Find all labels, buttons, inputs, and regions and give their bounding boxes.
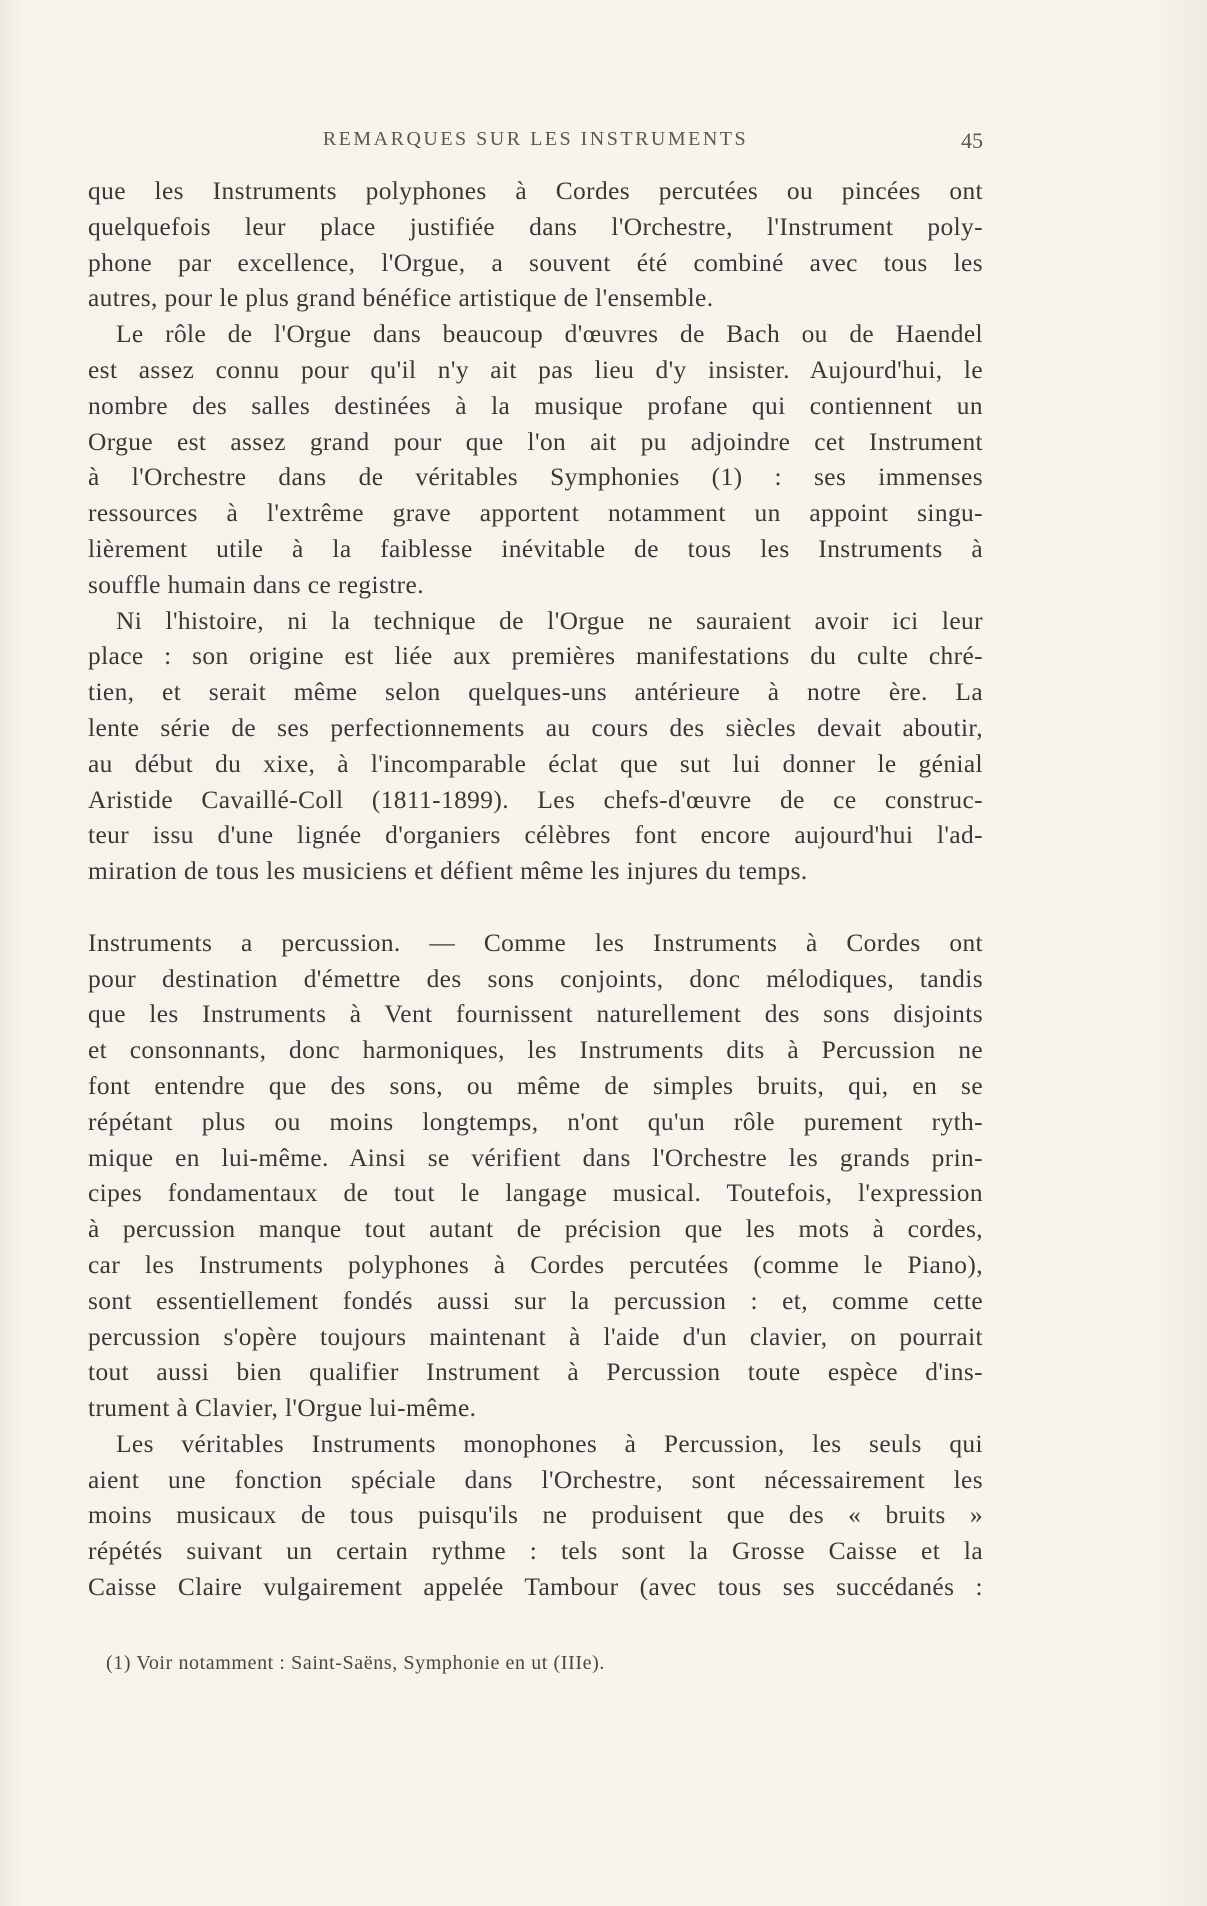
text-line: que les Instruments à Vent fournissent naturellement des sons disjoints	[88, 1000, 983, 1029]
text-line: nombre des salles destinées à la musique profane qui contiennent un	[88, 391, 983, 420]
text-line: au début du xixe, à l'incomparable éclat que sut lui donner le génial	[88, 749, 983, 778]
text-line: est assez connu pour qu'il n'y ait pas lieu d'y insister. Aujourd'hui, le	[88, 355, 983, 384]
text-line: et consonnants, donc harmoniques, les Instruments dits à Percussion ne	[88, 1036, 983, 1065]
text-line: à l'Orchestre dans de véritables Symphonies (1) : ses immenses	[88, 463, 983, 492]
text-line: Caisse Claire vulgairement appelée Tambour (avec tous ses succédanés :	[88, 1573, 983, 1602]
text-line: Ni l'histoire, ni la technique de l'Orgue ne sauraient avoir ici leur	[116, 606, 983, 635]
footnote: (1) Voir notamment : Saint-Saëns, Symphonie en ut (IIIe).	[106, 1652, 605, 1674]
text-line: répétant plus ou moins longtemps, n'ont qu'un rôle purement ryth-	[88, 1107, 983, 1136]
text-line: tout aussi bien qualifier Instrument à Percussion toute espèce d'ins-	[88, 1358, 983, 1387]
text-line: teur issu d'une lignée d'organiers célèbres font encore aujourd'hui l'ad-	[88, 821, 983, 850]
text-line: tien, et serait même selon quelques-uns antérieure à notre ère. La	[88, 678, 983, 707]
text-line: Les véritables Instruments monophones à Percussion, les seuls qui	[116, 1429, 983, 1458]
text-line: place : son origine est liée aux premières manifestations du culte chré-	[88, 642, 983, 671]
text-line: Le rôle de l'Orgue dans beaucoup d'œuvres de Bach ou de Haendel	[116, 320, 983, 349]
text-line: quelquefois leur place justifiée dans l'Orchestre, l'Instrument poly-	[88, 212, 983, 241]
text-line: autres, pour le plus grand bénéfice artistique de l'ensemble.	[88, 284, 714, 313]
text-line: ressources à l'extrême grave apportent notamment un appoint singu-	[88, 499, 983, 528]
page-number: 45	[961, 128, 983, 153]
text-line: cipes fondamentaux de tout le langage musical. Toutefois, l'expression	[88, 1179, 983, 1208]
text-line: que les Instruments polyphones à Cordes percutées ou pincées ont	[88, 177, 983, 205]
blank-line	[88, 890, 983, 926]
text-line: Aristide Cavaillé-Coll (1811-1899). Les chefs-d'œuvre de ce construc-	[88, 785, 983, 814]
text-line: moins musicaux de tous puisqu'ils ne produisent que des « bruits »	[88, 1501, 983, 1530]
text-line: phone par excellence, l'Orgue, a souvent été combiné avec tous les	[88, 248, 983, 277]
text-line: Orgue est assez grand pour que l'on ait pu adjoindre cet Instrument	[88, 427, 983, 456]
running-head	[88, 128, 983, 158]
text-line: pour destination d'émettre des sons conjoints, donc mélodiques, tandis	[88, 964, 983, 993]
text-line: à percussion manque tout autant de précision que les mots à cordes,	[88, 1215, 983, 1244]
section-heading-line: Instruments a percussion. — Comme les Instruments à Cordes ont	[88, 928, 983, 957]
text-line: font entendre que des sons, ou même de simples bruits, qui, en se	[88, 1071, 983, 1100]
text-line: miration de tous les musiciens et défient même les injures du temps.	[88, 857, 808, 886]
text-line: répétés suivant un certain rythme : tels sont la Grosse Caisse et la	[88, 1537, 983, 1566]
running-title: REMARQUES SUR LES INSTRUMENTS	[322, 128, 749, 150]
text-line: mique en lui-même. Ainsi se vérifient dans l'Orchestre les grands prin-	[88, 1143, 983, 1172]
body-text	[88, 174, 983, 1606]
text-line: aient une fonction spéciale dans l'Orchestre, sont nécessairement les	[88, 1465, 983, 1494]
text-line: souffle humain dans ce registre.	[88, 570, 424, 599]
text-line: car les Instruments polyphones à Cordes percutées (comme le Piano),	[88, 1250, 983, 1279]
text-line: lièrement utile à la faiblesse inévitable de tous les Instruments à	[88, 534, 983, 563]
text-line: trument à Clavier, l'Orgue lui-même.	[88, 1394, 477, 1423]
text-line: lente série de ses perfectionnements au cours des siècles devait aboutir,	[88, 713, 983, 742]
text-line: sont essentiellement fondés aussi sur la percussion : et, comme cette	[88, 1286, 983, 1315]
text-line: percussion s'opère toujours maintenant à l'aide d'un clavier, on pourrait	[88, 1322, 983, 1351]
